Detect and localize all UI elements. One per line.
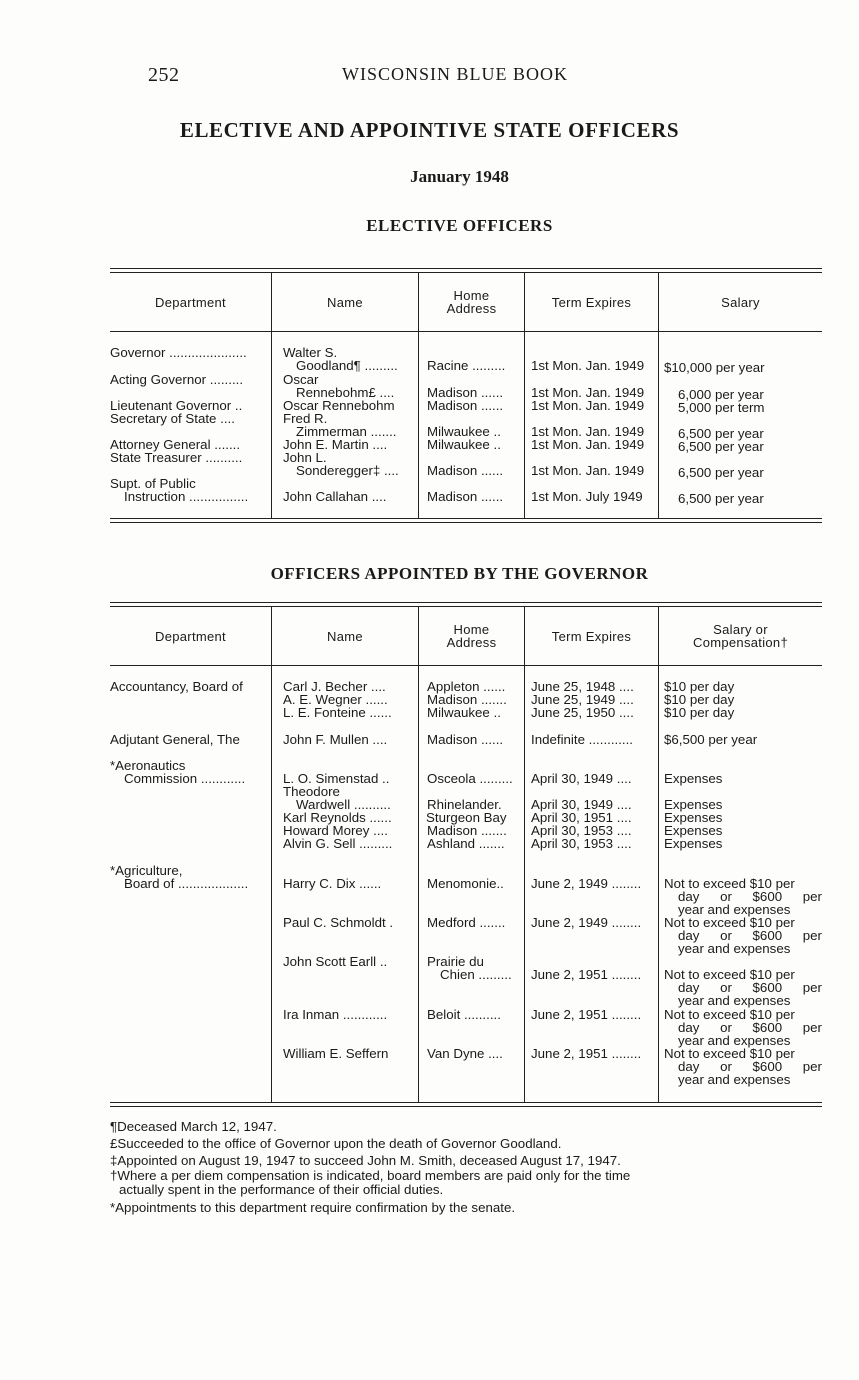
compensation-word: $600: [752, 889, 783, 905]
name-cell: Fred R.: [283, 411, 328, 426]
name-cell: Ira Inman ............: [283, 1007, 388, 1022]
footnote-per-diem: †Where a per diem compensation is indicated, board members are paid only for the time: [110, 1168, 631, 1183]
page-title: ELECTIVE AND APPOINTIVE STATE OFFICERS: [179, 118, 680, 142]
salary-cell: $10 per day: [664, 705, 735, 720]
dept-cell: Board of ...................: [124, 876, 249, 891]
term-cell: 1st Mon. Jan. 1949: [531, 398, 645, 413]
dept-cell: State Treasurer ..........: [110, 450, 243, 465]
dept-cell: Commission ............: [124, 771, 246, 786]
name-cell: Karl Reynolds ......: [283, 810, 392, 825]
address-cell: Appleton ......: [427, 679, 506, 694]
address-cell: Milwaukee ..: [427, 424, 501, 439]
salary-cell: Expenses: [664, 823, 723, 838]
name-cell: Wardwell ..........: [296, 797, 391, 812]
compensation-word: or: [720, 889, 732, 905]
salary-cell: 6,500 per year: [678, 426, 764, 441]
salary-cell: 6,000 per year: [678, 387, 764, 402]
term-cell: June 25, 1950 ....: [531, 705, 634, 720]
name-cell: William E. Seffern: [283, 1046, 389, 1061]
term-cell: April 30, 1953 ....: [531, 836, 632, 851]
header-text: Salary or Compensation†: [693, 622, 788, 650]
col-header-term-expires: Term Expires: [524, 273, 658, 331]
compensation-word: day: [678, 889, 700, 905]
dept-cell: Adjutant General, The: [110, 732, 240, 747]
table-header: [110, 273, 822, 332]
footnote-appointed: ‡Appointed on August 19, 1947 to succeed John M. Smith, deceased August 17, 1947.: [110, 1153, 621, 1168]
address-cell: Madison ......: [427, 398, 504, 413]
salary-cell: $6,500 per year: [664, 732, 758, 747]
compensation-block: [664, 1047, 822, 1087]
compensation-word: $600: [752, 1020, 783, 1036]
compensation-word: $600: [752, 928, 783, 944]
elective-heading: ELECTIVE OFFICERS: [366, 216, 553, 235]
footnote-deceased: ¶Deceased March 12, 1947.: [110, 1119, 277, 1134]
compensation-word: per: [802, 1059, 822, 1075]
dept-cell: Attorney General .......: [110, 437, 241, 452]
dept-cell: *Agriculture,: [110, 863, 183, 878]
col-header-department: Department: [155, 628, 226, 644]
address-cell: Prairie du: [427, 954, 484, 969]
salary-cell: Expenses: [664, 797, 723, 812]
name-cell: John Scott Earll ..: [283, 954, 388, 969]
address-cell: Medford .......: [427, 915, 506, 930]
address-cell: Madison ......: [427, 385, 504, 400]
table-body: [110, 666, 822, 1102]
name-cell: Rennebohm£ ....: [296, 385, 395, 400]
dept-cell: Secretary of State ....: [110, 411, 235, 426]
name-cell: Oscar: [283, 372, 319, 387]
appointed-officers-table: [110, 602, 822, 1107]
col-header-home-address: [418, 607, 524, 665]
term-cell: 1st Mon. Jan. 1949: [531, 463, 645, 478]
compensation-word: per: [802, 980, 822, 996]
salary-cell: $10 per day: [664, 679, 735, 694]
compensation-line: Not to exceed $10 per: [664, 967, 795, 982]
name-cell: Paul C. Schmoldt .: [283, 915, 394, 930]
name-cell: Howard Morey ....: [283, 823, 388, 838]
address-cell: Osceola .........: [427, 771, 513, 786]
dept-cell: *Aeronautics: [110, 758, 186, 773]
address-cell: Madison ......: [427, 489, 504, 504]
dept-cell: Accountancy, Board of: [110, 679, 243, 694]
table-header: [110, 607, 822, 666]
term-cell: April 30, 1953 ....: [531, 823, 632, 838]
elective-officers-table: [110, 268, 822, 523]
compensation-word: or: [720, 928, 732, 944]
salary-cell: Expenses: [664, 810, 723, 825]
name-cell: John E. Martin ....: [283, 437, 388, 452]
name-cell: Carl J. Becher ....: [283, 679, 386, 694]
address-cell: Milwaukee ..: [427, 437, 501, 452]
address-cell: Madison .......: [427, 692, 507, 707]
compensation-word: per: [802, 889, 822, 905]
table-body: [110, 332, 822, 518]
term-cell: June 2, 1949 ........: [531, 915, 642, 930]
name-cell: Zimmerman .......: [296, 424, 397, 439]
col-header-salary: Salary: [658, 273, 822, 331]
address-cell: Van Dyne ....: [427, 1046, 503, 1061]
name-cell: Oscar Rennebohm: [283, 398, 395, 413]
term-cell: Indefinite ............: [531, 732, 633, 747]
address-cell: Chien .........: [440, 967, 512, 982]
dept-cell: Acting Governor .........: [110, 372, 244, 387]
salary-cell: 5,000 per term: [678, 400, 765, 415]
name-cell: Sonderegger‡ ....: [296, 463, 399, 478]
col-header-name: Name: [271, 607, 418, 665]
address-cell: Madison .......: [427, 823, 507, 838]
term-cell: 1st Mon. Jan. 1949: [531, 358, 645, 373]
name-cell: A. E. Wegner ......: [283, 692, 388, 707]
col-header-name: Name: [271, 273, 418, 331]
compensation-line: Not to exceed $10 per: [664, 915, 795, 930]
compensation-line: year and expenses: [678, 902, 791, 918]
compensation-word: or: [720, 1020, 732, 1036]
address-cell: Beloit ..........: [427, 1007, 501, 1022]
address-cell: Menomonie..: [427, 876, 504, 891]
compensation-word: $600: [752, 1059, 783, 1075]
compensation-line: year and expenses: [678, 993, 791, 1009]
compensation-word: or: [720, 980, 732, 996]
compensation-line: Not to exceed $10 per: [664, 1007, 795, 1022]
term-cell: 1st Mon. Jan. 1949: [531, 385, 645, 400]
term-cell: 1st Mon. Jan. 1949: [531, 424, 645, 439]
compensation-word: per: [802, 1020, 822, 1036]
salary-cell: $10,000 per year: [664, 360, 765, 375]
name-cell: John Callahan ....: [283, 489, 387, 504]
dept-cell: Governor .....................: [110, 345, 247, 360]
dept-cell: Supt. of Public: [110, 476, 196, 491]
compensation-block: [664, 1008, 822, 1048]
date-heading: January 1948: [410, 167, 509, 186]
salary-cell: 6,500 per year: [678, 465, 764, 480]
footnote-per-diem-cont: actually spent in the performance of their official duties.: [119, 1181, 444, 1197]
term-cell: June 2, 1951 ........: [531, 967, 642, 982]
col-header-salary: [658, 607, 822, 665]
footnotes: [110, 1118, 822, 1216]
name-cell: L. E. Fonteine ......: [283, 705, 392, 720]
term-cell: April 30, 1949 ....: [531, 797, 632, 812]
address-cell: Sturgeon Bay: [426, 810, 507, 825]
name-cell: Alvin G. Sell .........: [283, 836, 393, 851]
compensation-word: day: [678, 1059, 700, 1075]
compensation-block: [664, 916, 822, 956]
col-header-department: Department: [155, 294, 226, 310]
address-cell: Madison ......: [427, 463, 504, 478]
term-cell: June 2, 1949 ........: [531, 876, 642, 891]
term-cell: 1st Mon. Jan. 1949: [531, 437, 645, 452]
page-number: 252: [148, 64, 180, 86]
salary-cell: Expenses: [664, 836, 723, 851]
compensation-block: [664, 968, 822, 1008]
compensation-word: day: [678, 980, 700, 996]
salary-cell: $10 per day: [664, 692, 735, 707]
dept-cell: Lieutenant Governor ..: [110, 398, 243, 413]
address-cell: Madison ......: [427, 732, 504, 747]
footnote-succeeded: £Succeeded to the office of Governor upon the death of Governor Goodland.: [110, 1136, 562, 1151]
term-cell: April 30, 1951 ....: [531, 810, 632, 825]
name-cell: Goodland¶ .........: [296, 358, 398, 373]
compensation-word: day: [678, 928, 700, 944]
compensation-word: per: [802, 928, 822, 944]
term-cell: June 25, 1948 ....: [531, 679, 634, 694]
compensation-block: [664, 877, 822, 917]
footnote-confirmation: *Appointments to this department require confirmation by the senate.: [110, 1200, 516, 1215]
compensation-line: year and expenses: [678, 1033, 791, 1049]
header-text: Home Address: [446, 288, 497, 316]
book-title: WISCONSIN BLUE BOOK: [342, 64, 568, 84]
salary-cell: Expenses: [664, 771, 723, 786]
address-cell: Ashland .......: [427, 836, 505, 851]
compensation-line: Not to exceed $10 per: [664, 1046, 795, 1061]
col-header-term-expires: Term Expires: [524, 607, 658, 665]
name-cell: John L.: [283, 450, 327, 465]
appointed-heading: OFFICERS APPOINTED BY THE GOVERNOR: [270, 564, 649, 583]
salary-cell: 6,500 per year: [678, 491, 764, 506]
header-text: Home Address: [446, 622, 497, 650]
compensation-word: or: [720, 1059, 732, 1075]
compensation-line: year and expenses: [678, 1072, 791, 1088]
address-cell: Racine .........: [427, 358, 506, 373]
address-cell: Rhinelander.: [427, 797, 502, 812]
compensation-line: Not to exceed $10 per: [664, 876, 795, 891]
term-cell: June 2, 1951 ........: [531, 1046, 642, 1061]
name-cell: Walter S.: [283, 345, 338, 360]
term-cell: April 30, 1949 ....: [531, 771, 632, 786]
dept-cell: Instruction ................: [124, 489, 249, 504]
compensation-word: $600: [752, 980, 783, 996]
name-cell: Theodore: [283, 784, 340, 799]
term-cell: June 25, 1949 ....: [531, 692, 634, 707]
compensation-word: day: [678, 1020, 700, 1036]
term-cell: 1st Mon. July 1949: [531, 489, 643, 504]
col-header-home-address: [418, 273, 524, 331]
term-cell: June 2, 1951 ........: [531, 1007, 642, 1022]
name-cell: L. O. Simenstad ..: [283, 771, 390, 786]
name-cell: John F. Mullen ....: [283, 732, 388, 747]
compensation-line: year and expenses: [678, 941, 791, 957]
address-cell: Milwaukee ..: [427, 705, 501, 720]
name-cell: Harry C. Dix ......: [283, 876, 382, 891]
salary-cell: 6,500 per year: [678, 439, 764, 454]
